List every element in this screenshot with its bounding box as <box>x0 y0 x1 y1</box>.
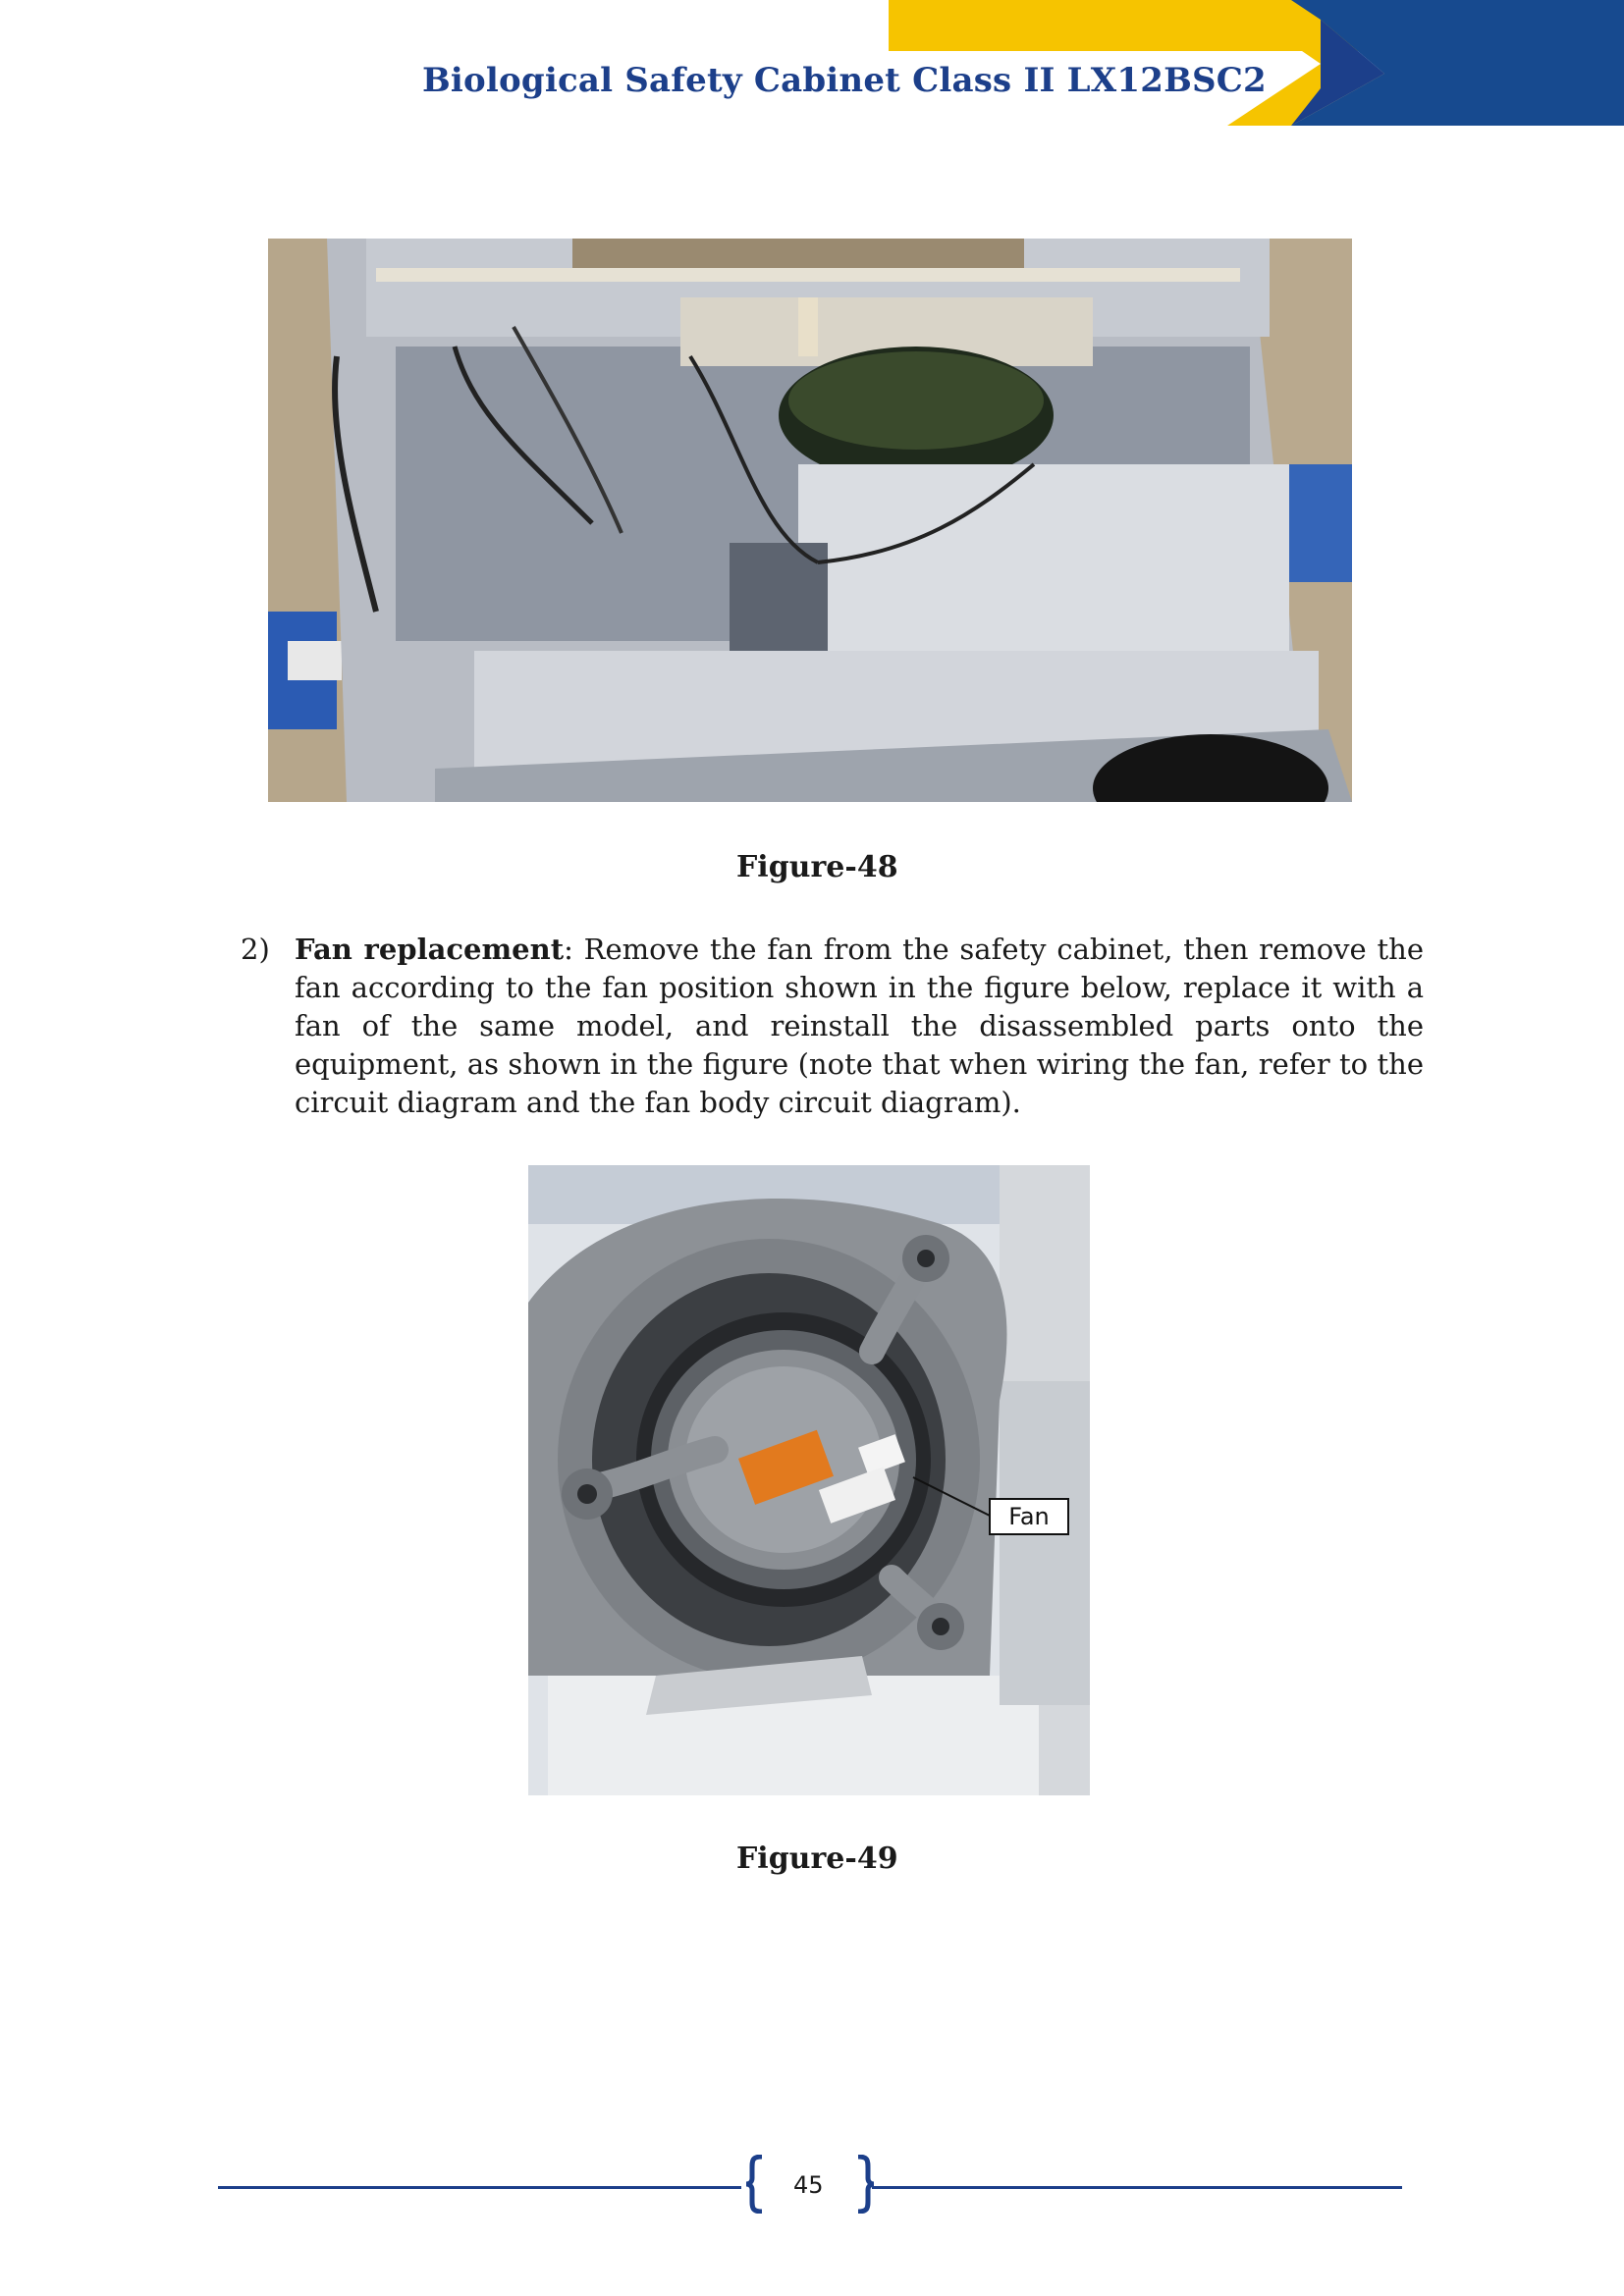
step-term: Fan replacement <box>295 933 565 966</box>
page-number: 45 <box>793 2171 824 2199</box>
header-decoration <box>889 0 1624 128</box>
step-text: : Remove the fan from the safety cabinet, then remove the fan according to the fan position shown in the figure below, replace it with a fan of the same model, and reinstall the disassembled parts onto the equipment, as shown in the figure (note that when wiring the fan, refer to the circuit diagram and the fan body circuit diagram). <box>295 933 1425 1119</box>
step-body <box>295 931 1424 1122</box>
footer-rule-right <box>872 2186 1402 2189</box>
footer-bracket-right <box>854 2155 876 2214</box>
figure-49-caption: Figure-49 <box>736 1842 898 1876</box>
step-number: 2) <box>241 933 270 966</box>
document-title: Biological Safety Cabinet Class II LX12BSC2 <box>422 61 1267 100</box>
footer-rule-left <box>218 2186 741 2189</box>
fan-callout-label: Fan <box>1008 1503 1050 1530</box>
footer-bracket-left <box>744 2155 766 2214</box>
figure-48-photo <box>268 239 1352 802</box>
figure-48-caption: Figure-48 <box>736 850 898 884</box>
figure-49-photo <box>528 1165 1090 1795</box>
fan-replacement-step <box>241 931 1424 1122</box>
